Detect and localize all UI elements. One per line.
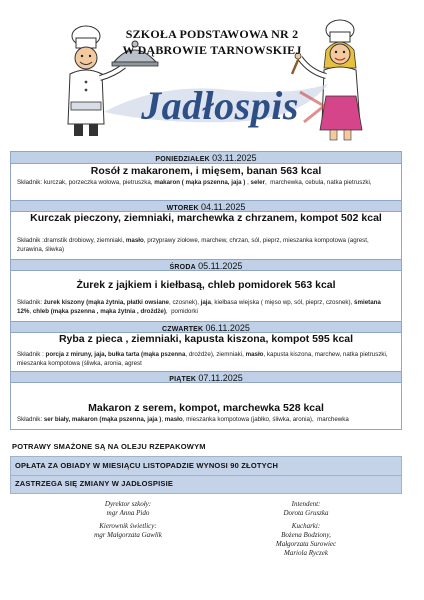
- day-header-thursday: [11, 321, 401, 333]
- day-name: ŚRODA: [169, 264, 196, 271]
- dish-name: Żurek z jajkiem i kiełbasą, chleb pomidorek 563 kcal: [76, 279, 336, 291]
- ingredients: Składnik : porcja z miruny, jaja, bułka tarta (mąka pszenna, drożdże), ziemniaki, masło, kapusta kiszona, marchew, natka pietruszki, mieszanka kompotowa (śliwka, aronia, agrest: [17, 351, 388, 367]
- intendent-role: Intendent:: [291, 500, 321, 508]
- cook-name: Mariola Ryczek: [284, 549, 328, 557]
- frying-oil-note: POTRAWY SMAŻONE SĄ NA OLEJU RZEPAKOWYM: [12, 442, 206, 451]
- day-body-tuesday: [11, 212, 401, 259]
- header: [0, 0, 424, 150]
- intendent-name: Dorota Gruszka: [283, 509, 329, 517]
- day-header-wednesday: [11, 259, 401, 271]
- day-date: 03.11.2025: [212, 153, 257, 163]
- dish-name: Makaron z serem, kompot, marchewka 528 kcal: [88, 402, 324, 414]
- ingredients: Składnik: ser biały, makaron (mąka pszenna, jaja ), masło, mieszanka kompotowa (jabłko, śliwka, aronia), marchewka: [17, 416, 349, 423]
- day-date: 04.11.2025: [201, 202, 246, 212]
- school-name-line1: SZKOŁA PODSTAWOWA NR 2: [125, 27, 299, 41]
- cooks-role: Kucharki:: [291, 522, 321, 530]
- director-name: mgr Anna Pido: [106, 509, 150, 517]
- director-role: Dyrektor szkoły:: [104, 500, 152, 508]
- kierownik-name: mgr Małgorzata Gawlik: [94, 531, 162, 539]
- dish-name: Kurczak pieczony, ziemniaki, marchewka z chrzanem, kompot 502 kcal: [30, 212, 382, 224]
- day-body-friday: [11, 383, 401, 429]
- cook-name: Małgorzata Surowiec: [275, 540, 337, 548]
- kierownik-role: Kierownik świetlicy:: [99, 522, 157, 530]
- ingredients: Składnik :dramstik drobiowy, ziemniaki, masło, przyprawy ziołowe, marchew, chrzan, sól, pieprz, mieszanka kompotowa (agrest, żurawina, śliwka): [17, 237, 369, 253]
- ingredients: Składnik: żurek kiszony (mąka żytnia, płatki owsiane, czosnek), jaja, kiełbasa wiejska ( mięso wp, sól, pieprz, czosnek), śmietana 12%, chleb (mąka pszenna , mąka żytnia , drożdże), pomidorki: [17, 299, 381, 315]
- menu-changes-note: ZASTRZEGA SIĘ ZMIANY W JADŁOSPISIE: [10, 476, 402, 494]
- day-header-friday: [11, 371, 401, 383]
- day-date: 05.11.2025: [198, 261, 243, 271]
- cook-name: Bożena Bodziony,: [281, 531, 331, 539]
- day-header-tuesday: [11, 200, 401, 212]
- signature-cooks: [226, 522, 386, 558]
- signature-intendent: [226, 500, 386, 518]
- dish-name: Ryba z pieca , ziemniaki, kapusta kiszona, kompot 595 kcal: [58, 333, 354, 345]
- day-body-thursday: [11, 333, 401, 371]
- day-date: 06.11.2025: [205, 323, 250, 333]
- signature-director: [48, 500, 208, 518]
- day-date: 07.11.2025: [198, 373, 243, 383]
- day-body-wednesday: [11, 271, 401, 321]
- day-name: CZWARTEK: [162, 326, 204, 333]
- lunch-fee-note: OPŁATA ZA OBIADY W MIESIĄCU LISTOPADZIE WYNOSI 90 ZŁOTYCH: [10, 456, 402, 476]
- signature-kierownik: [48, 522, 208, 540]
- page-title: Jadłospis: [141, 83, 299, 128]
- day-body-monday: [11, 164, 401, 200]
- ingredients: Składnik: kurczak, porzeczka wołowa, pietruszka, makaron ( mąka pszenna, jaja ) , seler, marchewka, cebula, natka pietruszki,: [17, 179, 372, 186]
- day-header-monday: [11, 152, 401, 164]
- day-name: WTOREK: [166, 205, 199, 212]
- school-name: [0, 26, 424, 58]
- notes-section: [10, 438, 402, 494]
- day-name: PIĄTEK: [169, 376, 197, 383]
- dish-name: Rosół z makaronem, i mięsem, banan 563 kcal: [90, 165, 322, 177]
- weekly-menu-table: [10, 151, 402, 430]
- day-name: PONIEDZIAŁEK: [155, 156, 210, 163]
- school-name-line2: W DĄBROWIE TARNOWSKIEJ: [122, 43, 302, 57]
